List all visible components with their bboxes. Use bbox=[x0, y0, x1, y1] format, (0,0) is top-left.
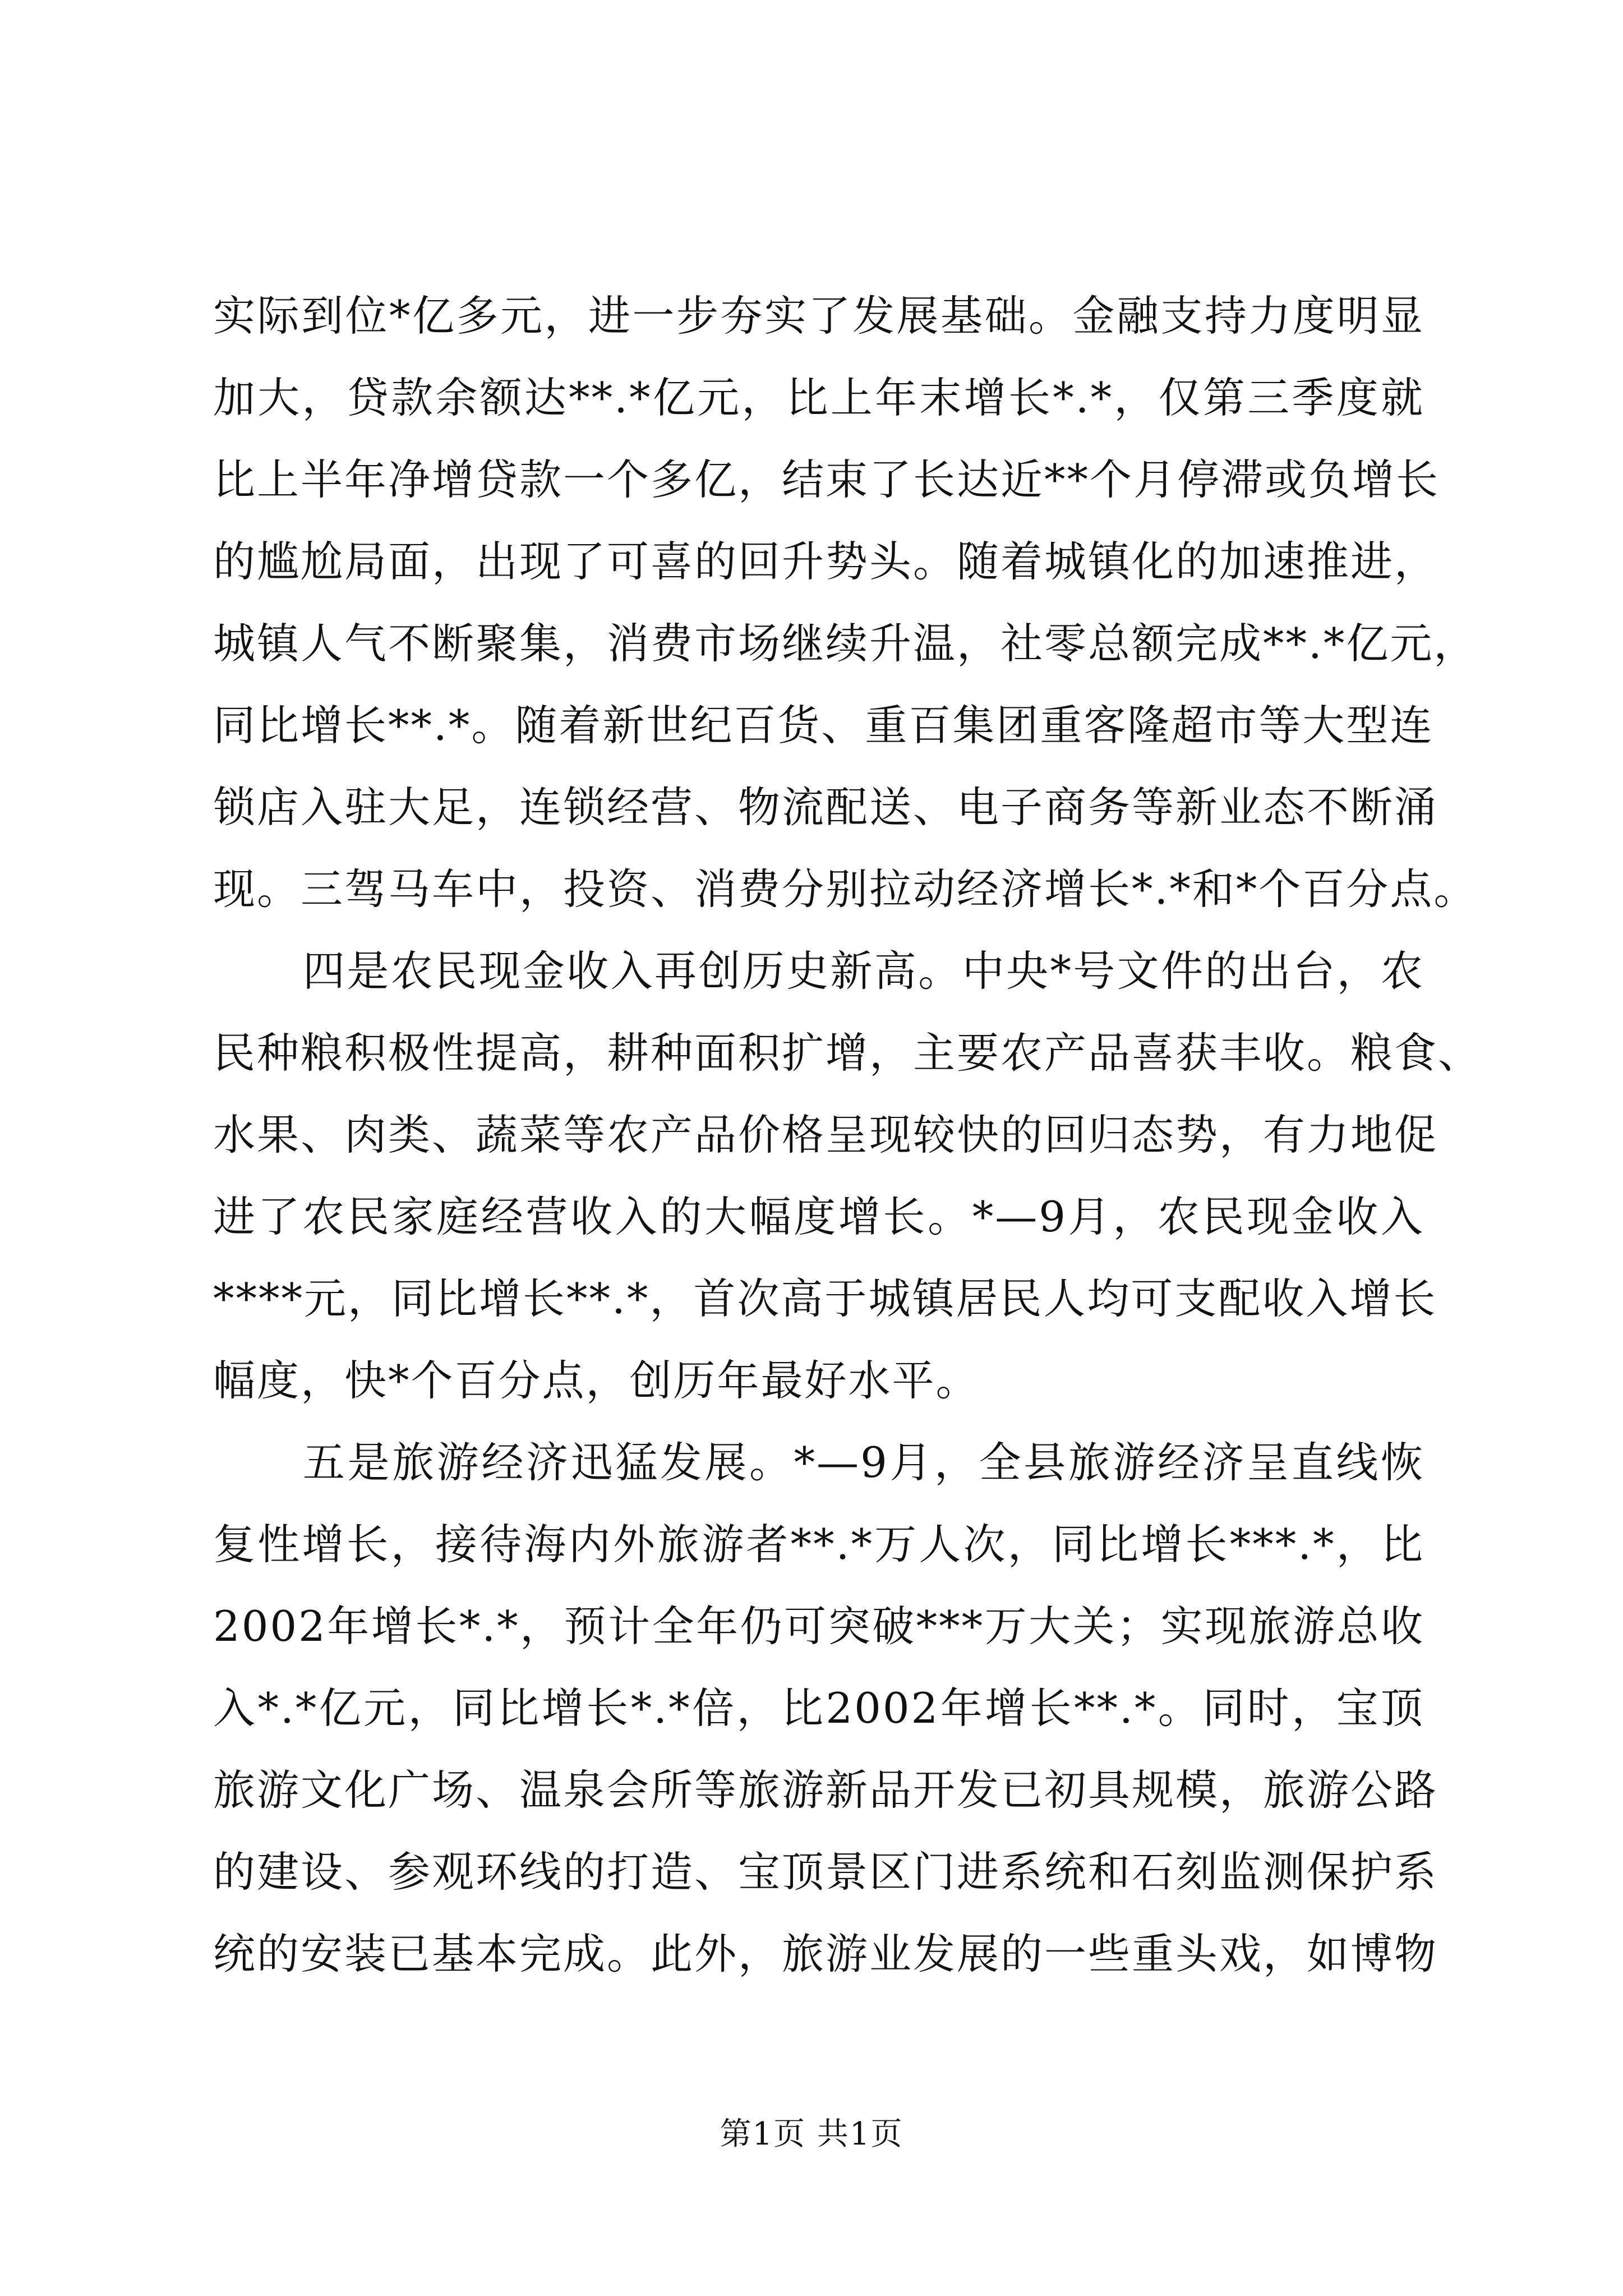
page-footer bbox=[0, 2115, 1623, 2154]
text-line: 锁店入驻大足，连锁经营、物流配送、电子商务等新业态不断涌 bbox=[213, 783, 1438, 832]
body-text bbox=[213, 275, 1482, 1995]
text-line: 水果、肉类、蔬菜等农产品价格呈现较快的回归态势，有力地促 bbox=[213, 1110, 1438, 1159]
paragraph-start-line: 五是旅游经济迅猛发展。*—9月，全县旅游经济呈直线恢 bbox=[303, 1438, 1424, 1487]
text-line: 2002年增长*.*，预计全年仍可突破***万大关；实现旅游总收 bbox=[213, 1602, 1424, 1651]
page-number-label: 第1页 共1页 bbox=[720, 2116, 903, 2152]
text-line: 现。三驾马车中，投资、消费分别拉动经济增长*.*和*个百分点。 bbox=[213, 864, 1478, 914]
text-line: 统的安装已基本完成。此外，旅游业发展的一些重头戏，如博物 bbox=[213, 1929, 1438, 1978]
paragraph-start-line: 四是农民现金收入再创历史新高。中央*号文件的出台，农 bbox=[303, 946, 1424, 996]
text-line: 入*.*亿元，同比增长*.*倍，比2002年增长**.*。同时，宝顶 bbox=[213, 1683, 1424, 1733]
text-line: 城镇人气不断聚集，消费市场继续升温，社零总额完成**.*亿元， bbox=[213, 619, 1478, 668]
text-line: 实际到位*亿多元，进一步夯实了发展基础。金融支持力度明显 bbox=[213, 291, 1424, 341]
text-line: 比上半年净增贷款一个多亿，结束了长达近**个月停滞或负增长 bbox=[213, 455, 1440, 504]
text-line: 复性增长，接待海内外旅游者**.*万人次，同比增长***.*，比 bbox=[213, 1520, 1424, 1569]
text-line: 同比增长**.*。随着新世纪百货、重百集团重客隆超市等大型连 bbox=[213, 701, 1434, 750]
text-line: 旅游文化广场、温泉会所等旅游新品开发已初具规模，旅游公路 bbox=[213, 1765, 1438, 1815]
text-line: 的尴尬局面，出现了可喜的回升势头。随着城镇化的加速推进， bbox=[213, 537, 1438, 586]
text-line: 民种粮积极性提高，耕种面积扩增，主要农产品喜获丰收。粮食、 bbox=[213, 1028, 1482, 1078]
text-line: 的建设、参观环线的打造、宝顶景区门进系统和石刻监测保护系 bbox=[213, 1847, 1438, 1897]
text-line: 加大，贷款余额达**.*亿元，比上年末增长*.*，仅第三季度就 bbox=[213, 373, 1424, 422]
text-line: 进了农民家庭经营收入的大幅度增长。*—9月，农民现金收入 bbox=[213, 1192, 1424, 1241]
paragraph-end-line: 幅度，快*个百分点，创历年最好水平。 bbox=[213, 1356, 980, 1405]
text-line: ****元，同比增长**.*，首次高于城镇居民人均可支配收入增长 bbox=[213, 1274, 1437, 1323]
